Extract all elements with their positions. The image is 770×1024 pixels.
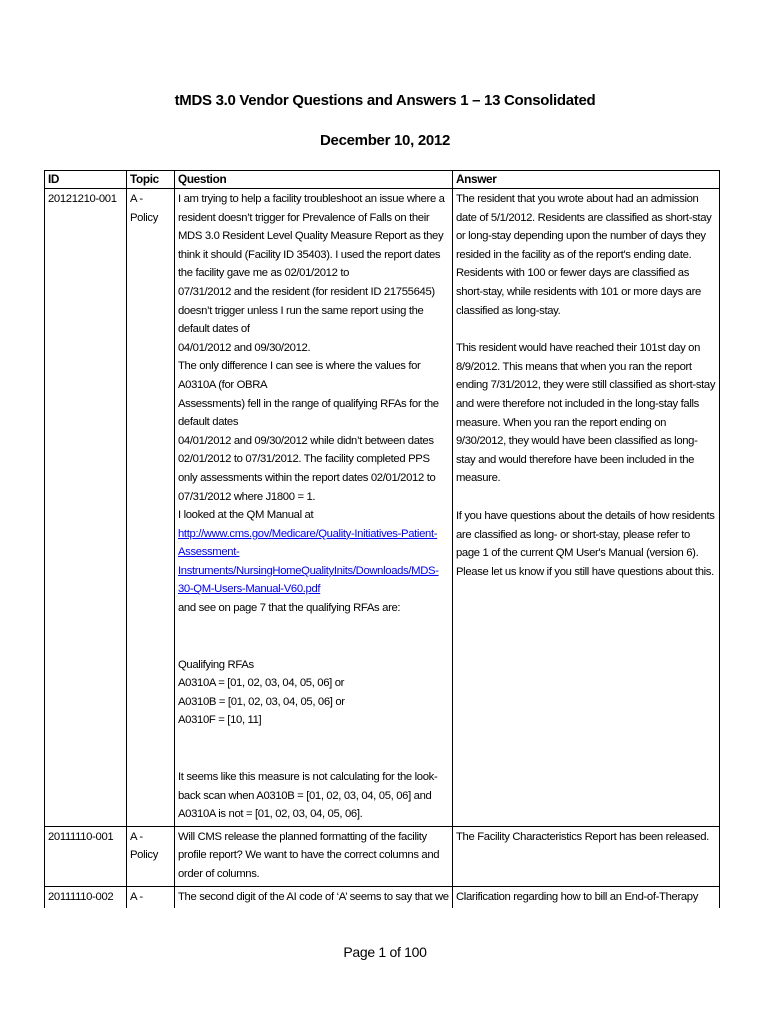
page-number: Page 1 of 100: [343, 944, 427, 960]
answer-text: If you have questions about the details of how residents are classified as long- or short-stay, please refer to page 1 of the current QM User's Manual (version 6). Please let us know if you still have questions about this.: [456, 509, 715, 578]
question-text: The only difference I can see is where the values for A0310A (for OBRA: [178, 360, 421, 391]
row-answer: The Facility Characteristics Report has been released.: [453, 826, 720, 886]
row-topic: A - Policy: [127, 826, 175, 886]
answer-text: The resident that you wrote about had an admission date of 5/1/2012. Residents are classified as short-stay or long-stay depending upon the number of days they resided in the facility as of the report's ending date. Residents with 100 or fewer days are classified as short-stay, while residents with 101 or more days are classified as long-stay.: [456, 193, 712, 317]
question-text: It seems like this measure is not calculating for the look-back scan when A0310B = [01, 02, 03, 04, 05, 06] and A0310A is not = [01, 02, 03, 04, 05, 06].: [178, 771, 438, 821]
document-title: tMDS 3.0 Vendor Questions and Answers 1 – 13 Consolidated: [174, 92, 596, 109]
row-id: 20111110-001: [45, 826, 127, 886]
question-text: 04/01/2012 and 09/30/2012 while didn’t between dates 02/01/2012 to 07/31/2012. The facility completed PPS only assessments within the report dates 02/01/2012 to 07/31/2012 where J1800 = 1.: [178, 434, 436, 503]
rfa-line: A0310A = [01, 02, 03, 04, 05, 06] or: [178, 677, 345, 690]
header-topic: Topic: [127, 171, 175, 189]
row-id: 20111110-002: [45, 886, 127, 908]
question-text: 04/01/2012 and 09/30/2012.: [178, 341, 311, 354]
qa-table: [44, 170, 720, 908]
header-answer: Answer: [453, 171, 720, 189]
header-question: Question: [175, 171, 453, 189]
rfa-line: A0310B = [01, 02, 03, 04, 05, 06] or: [178, 695, 345, 708]
table-row: [45, 886, 720, 908]
answer-text: This resident would have reached their 101st day on 8/9/2012. This means that when you ran the report ending 7/31/2012, they were still classified as short-stay and were therefore not included in the long-stay falls measure. When you ran the report ending on 9/30/2012, they would have been classified as long-stay and would therefore have been included in the measure.: [456, 342, 716, 485]
question-text: I looked at the QM Manual at: [178, 509, 314, 522]
table-row: [45, 826, 720, 886]
header-id: ID: [45, 171, 127, 189]
rfa-line: A0310F = [10, 11]: [178, 714, 262, 727]
table-header-row: [45, 171, 720, 189]
row-question: Will CMS release the planned formatting of the facility profile report? We want to have the correct columns and order of columns.: [175, 826, 453, 886]
row-topic: A - Policy: [127, 189, 175, 827]
question-text: 07/31/2012 and the resident (for resident ID 21755645) doesn’t trigger unless I run the same report using the default dates of: [178, 285, 435, 336]
question-text: and see on page 7 that the qualifying RFAs are:: [178, 602, 401, 615]
qm-manual-link[interactable]: http://www.cms.gov/Medicare/Quality-Initiatives-Patient-Assessment-Instruments/NursingHomeQualityInits/Downloads/MDS-30-QM-Users-Manual-V60.pdf: [178, 527, 439, 596]
question-text: I am trying to help a facility troubleshoot an issue where a resident doesn’t trigger for Prevalence of Falls on their MDS 3.0 Resident Level Quality Measure Report as they think it should (Facility ID 35403). I used the report dates the facility gave me as 02/01/2012 to: [178, 193, 445, 280]
question-text: Assessments) fell in the range of qualifying RFAs for the default dates: [178, 397, 439, 429]
row-topic: A -: [127, 886, 175, 908]
row-answer: Clarification regarding how to bill an End-of-Therapy: [453, 886, 720, 908]
row-question: [175, 189, 453, 827]
row-question: The second digit of the AI code of ‘A’ seems to say that we: [175, 886, 453, 908]
row-id: 20121210-001: [45, 189, 127, 827]
rfa-heading: Qualifying RFAs: [178, 658, 254, 671]
row-answer: [453, 189, 720, 827]
table-row: [45, 189, 720, 827]
document-date: December 10, 2012: [320, 132, 450, 149]
